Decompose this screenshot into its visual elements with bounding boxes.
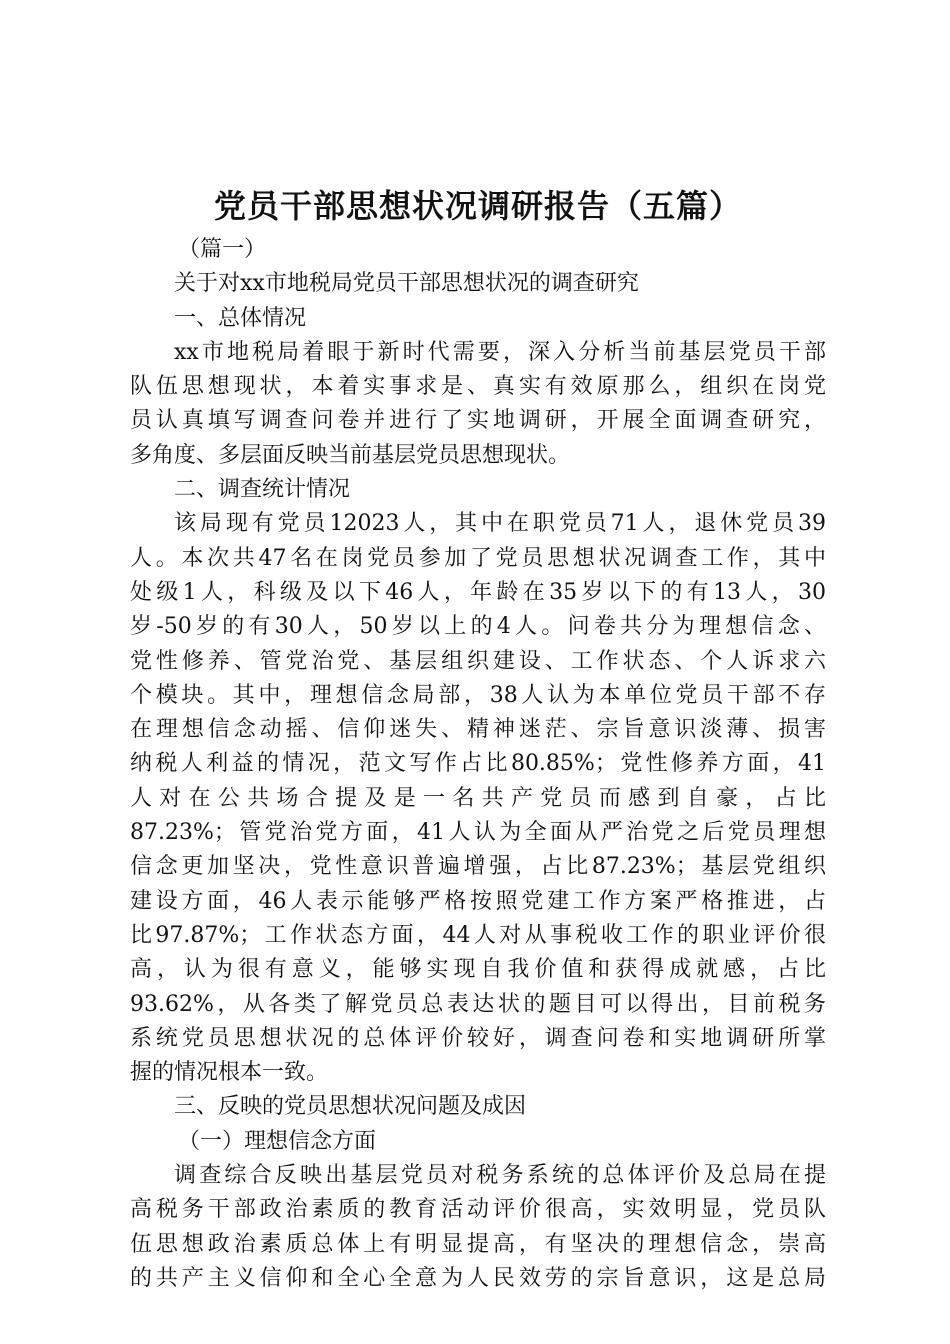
text-line: 关于对xx市地税局党员干部思想状况的调查研究 (174, 271, 639, 297)
text-line: 员认真填写调查问卷并进行了实地调研，开展全面调查研究， (130, 408, 826, 434)
text-line: 伍思想政治素质总体上有明显提高，有坚决的理想信念，崇高 (130, 1231, 826, 1257)
text-line: 党性修养、管党治党、基层组织建设、工作状态、个人诉求六 (130, 648, 826, 674)
text-line: 调查综合反映出基层党员对税务系统的总体评价及总局在提 (174, 1163, 826, 1189)
text-line: 高，认为很有意义，能够实现自我价值和获得成就感，占比 (130, 957, 826, 983)
text-line: 纳税人利益的情况，范文写作占比80.85%；党性修养方面，41 (130, 751, 826, 777)
text-line: 处级1人，科级及以下46人，年龄在35岁以下的有13人，30 (130, 579, 826, 605)
text-line: 该局现有党员12023人，其中在职党员71人，退休党员39 (174, 511, 826, 537)
text-line: xx市地税局着眼于新时代需要，深入分析当前基层党员干部 (174, 339, 826, 365)
text-line: 人。本次共47名在岗党员参加了党员思想状况调查工作，其中 (130, 545, 826, 571)
text-line: 建设方面，46人表示能够严格按照党建工作方案严格推进，占 (130, 888, 826, 914)
text-line: 多角度、多层面反映当前基层党员思想现状。 (130, 442, 571, 468)
text-line: 高税务干部政治素质的教育活动评价很高，实效明显，党员队 (130, 1197, 826, 1223)
text-line: 人对在公共场合提及是一名共产党员而感到自豪，占比 (130, 785, 826, 811)
text-line: 握的情况根本一致。 (130, 1060, 329, 1086)
text-line: 二、调查统计情况 (174, 477, 351, 503)
text-line: 岁-50岁的有30人，50岁以上的4人。问卷共分为理想信念、 (130, 614, 826, 640)
text-line: 队伍思想现状，本着实事求是、真实有效原那么，组织在岗党 (130, 374, 826, 400)
text-line: 比97.87%；工作状态方面，44人对从事税收工作的职业评价很 (130, 922, 826, 948)
text-line: 87.23%；管党治党方面，41人认为全面从严治党之后党员理想 (130, 820, 826, 846)
text-line: 一、总体情况 (174, 305, 307, 331)
text-line: （一）理想信念方面 (178, 1128, 377, 1154)
text-line: （篇一） (178, 237, 267, 262)
text-line: 三、反映的党员思想状况问题及成因 (174, 1094, 527, 1120)
text-line: 93.62%，从各类了解党员总表达状的题目可以得出，目前税务 (130, 991, 826, 1017)
text-line: 个模块。其中，理想信念局部，38人认为本单位党员干部不存 (130, 682, 826, 708)
text-line: 系统党员思想状况的总体评价较好，调查问卷和实地调研所掌 (130, 1025, 826, 1051)
text-line: 的共产主义信仰和全心全意为人民效劳的宗旨意识，这是总局 (130, 1265, 826, 1291)
document-body (130, 233, 826, 1296)
document-title: 党员干部思想状况调研报告（五篇） (213, 187, 742, 225)
text-line: 在理想信念动摇、信仰迷失、精神迷茫、宗旨意识淡薄、损害 (130, 717, 826, 743)
text-line: 信念更加坚决，党性意识普遍增强，占比87.23%；基层党组织 (130, 854, 826, 880)
